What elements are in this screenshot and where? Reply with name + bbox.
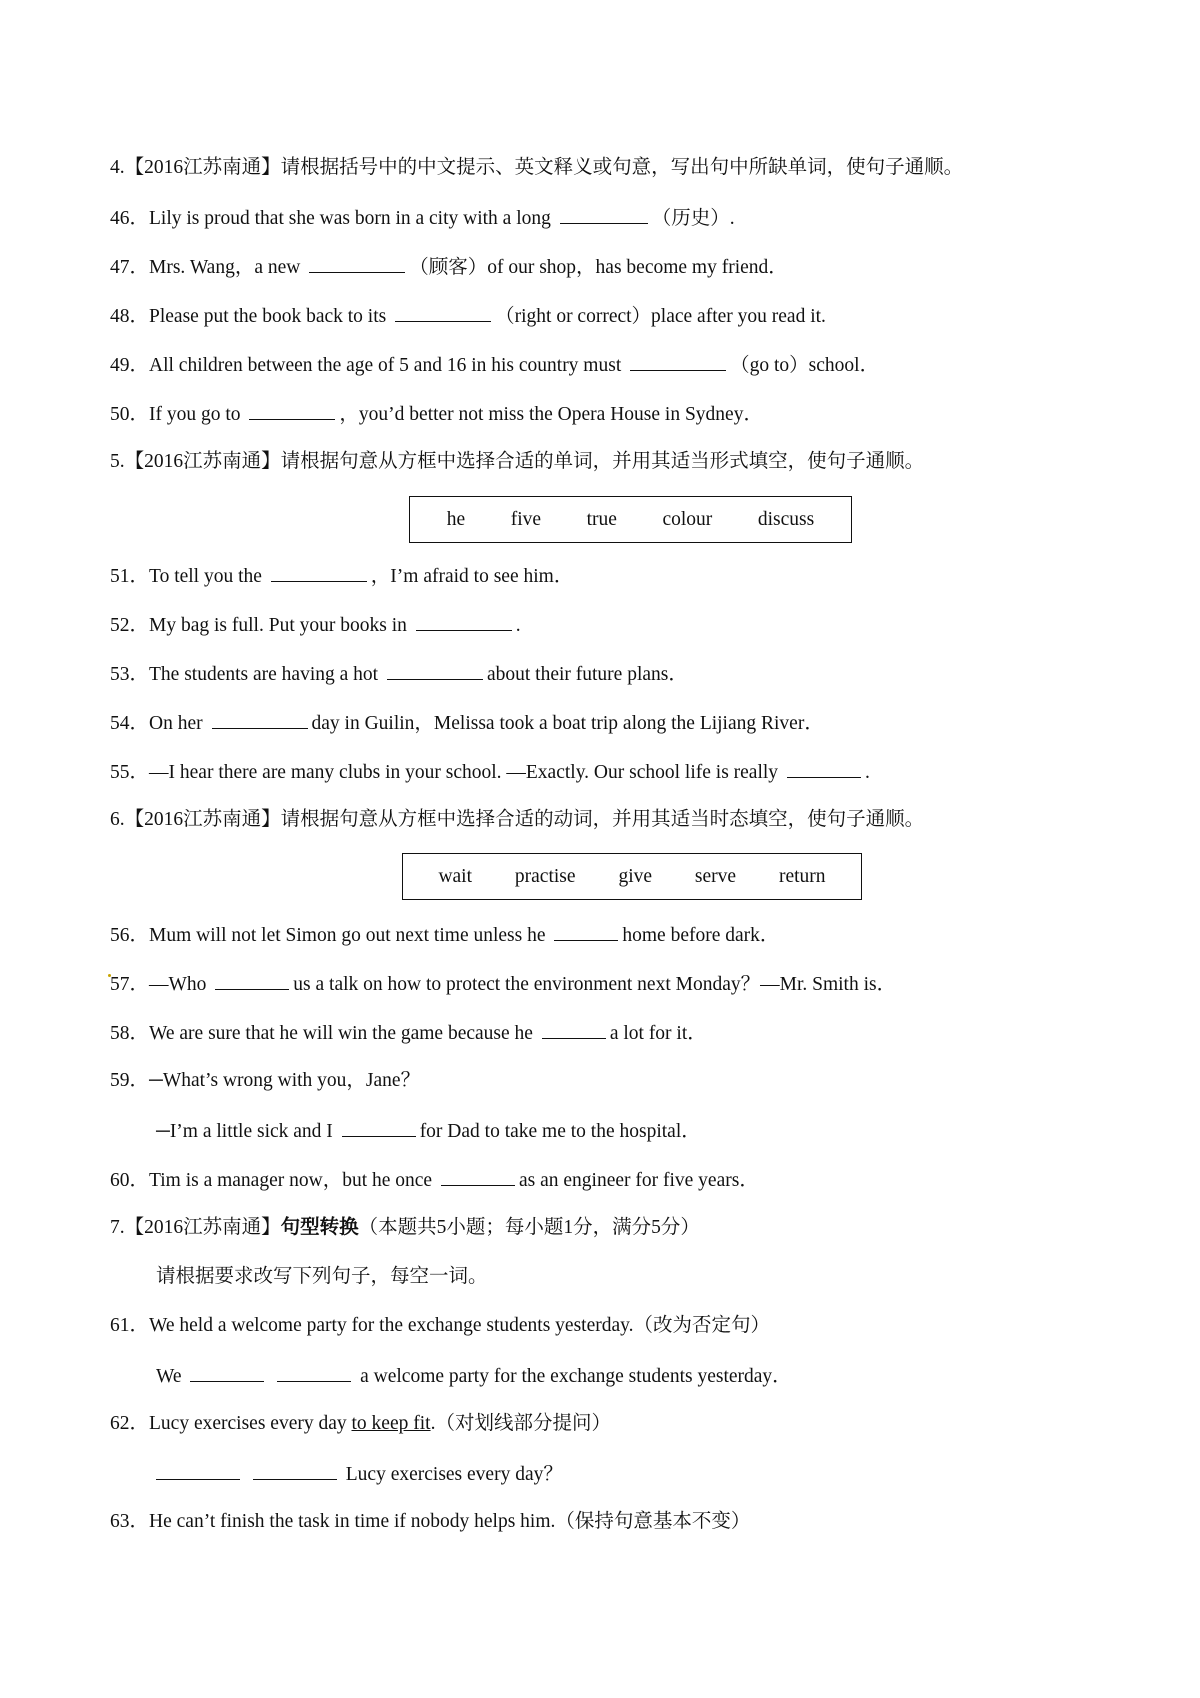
question-46: 46．Lily is proud that she was born in a city with a long （历史）.: [110, 205, 735, 231]
section-source: 【2016江苏南通】: [124, 1217, 281, 1238]
answer-blank[interactable]: [560, 205, 648, 224]
section-note: （本题共5小题；每小题1分，满分5分）: [358, 1217, 700, 1238]
question-59: 59．─What’s wrong with you，Jane？: [110, 1070, 421, 1091]
question-47: 47．Mrs. Wang，a new （顾客）of our shop，has become my friend．: [110, 254, 788, 280]
question-48: 48．Please put the book back to its （right or correct）place after you read it.: [110, 303, 826, 329]
word-box-5: [409, 496, 852, 543]
answer-blank[interactable]: [249, 401, 335, 420]
answer-blank[interactable]: [309, 254, 405, 273]
word-option: discuss: [757, 508, 815, 530]
question-56: 56．Mum will not let Simon go out next time unless he home before dark．: [110, 922, 779, 948]
answer-blank[interactable]: [253, 1461, 337, 1480]
question-51: 51．To tell you the ，I’m afraid to see him．: [110, 563, 573, 589]
question-57: 57．—Who us a talk on how to protect the environment next Monday？—Mr. Smith is．: [110, 971, 896, 997]
answer-blank[interactable]: [271, 563, 367, 582]
question-62: 62．Lucy exercises every day to keep fit.（对划线部分提问）: [110, 1413, 611, 1434]
section-number: 6.: [110, 809, 125, 830]
section-instruction: 请根据句意从方框中选择合适的动词，并用其适当时态填空，使句子通顺。: [280, 809, 925, 830]
section-title: 句型转换: [280, 1217, 359, 1238]
answer-blank[interactable]: [190, 1363, 264, 1382]
underlined-phrase: to keep fit: [351, 1413, 431, 1434]
answer-blank[interactable]: [212, 710, 308, 729]
question-60: 60．Tim is a manager now，but he once as an engineer for five years．: [110, 1167, 759, 1193]
question-61: 61．We held a welcome party for the exchange students yesterday.（改为否定句）: [110, 1315, 770, 1336]
answer-blank[interactable]: [342, 1118, 416, 1137]
answer-blank[interactable]: [416, 612, 512, 631]
section-4-heading: [110, 156, 963, 180]
answer-blank[interactable]: [387, 661, 483, 680]
question-55: 55．—I hear there are many clubs in your school. —Exactly. Our school life is really .: [110, 759, 870, 785]
section-6-heading: [110, 808, 924, 832]
answer-blank[interactable]: [554, 922, 618, 941]
word-option: true: [586, 508, 617, 530]
answer-blank[interactable]: [630, 352, 726, 371]
answer-blank[interactable]: [215, 971, 289, 990]
word-option: give: [618, 865, 653, 887]
word-box-6: [402, 853, 862, 900]
section-source: 【2016江苏南通】: [124, 809, 281, 830]
word-option: he: [446, 508, 466, 530]
word-option: serve: [694, 865, 737, 887]
answer-blank[interactable]: [277, 1363, 351, 1382]
question-63: 63．He can’t finish the task in time if nobody helps him.（保持句意基本不变）: [110, 1511, 751, 1532]
word-option: colour: [662, 508, 713, 530]
section-source: 【2016江苏南通】: [124, 451, 281, 472]
section-number: 5.: [110, 451, 125, 472]
answer-blank[interactable]: [156, 1461, 240, 1480]
question-52: 52．My bag is full. Put your books in .: [110, 612, 521, 638]
section-instruction: 请根据括号中的中文提示、英文释义或句意，写出句中所缺单词，使句子通顺。: [280, 157, 964, 178]
section-7-heading: [110, 1216, 700, 1240]
question-59-reply: ─I’m a little sick and I for Dad to take me to the hospital．: [156, 1118, 701, 1144]
word-option: return: [778, 865, 826, 887]
answer-blank[interactable]: [787, 759, 861, 778]
question-61-answer: We a welcome party for the exchange students yesterday．: [156, 1363, 792, 1389]
question-62-answer: Lucy exercises every day？: [156, 1461, 563, 1487]
word-option: five: [510, 508, 542, 530]
word-option: practise: [514, 865, 576, 887]
section-7-instruction: 请根据要求改写下列句子，每空一词。: [156, 1266, 488, 1287]
answer-blank[interactable]: [395, 303, 491, 322]
question-54: 54．On her day in Guilin，Melissa took a boat trip along the Lijiang River．: [110, 710, 824, 736]
section-5-heading: [110, 450, 924, 474]
question-49: 49．All children between the age of 5 and 16 in his country must （go to）school．: [110, 352, 879, 378]
section-source: 【2016江苏南通】: [124, 157, 281, 178]
answer-blank[interactable]: [441, 1167, 515, 1186]
answer-blank[interactable]: [542, 1020, 606, 1039]
question-53: 53．The students are having a hot about their future plans．: [110, 661, 688, 687]
section-number: 7.: [110, 1217, 125, 1238]
question-50: 50．If you go to ，you’d better not miss the Opera House in Sydney．: [110, 401, 763, 427]
section-number: 4.: [110, 157, 125, 178]
section-instruction: 请根据句意从方框中选择合适的单词，并用其适当形式填空，使句子通顺。: [280, 451, 925, 472]
word-option: wait: [438, 865, 473, 887]
question-58: 58．We are sure that he will win the game because he a lot for it．: [110, 1020, 707, 1046]
